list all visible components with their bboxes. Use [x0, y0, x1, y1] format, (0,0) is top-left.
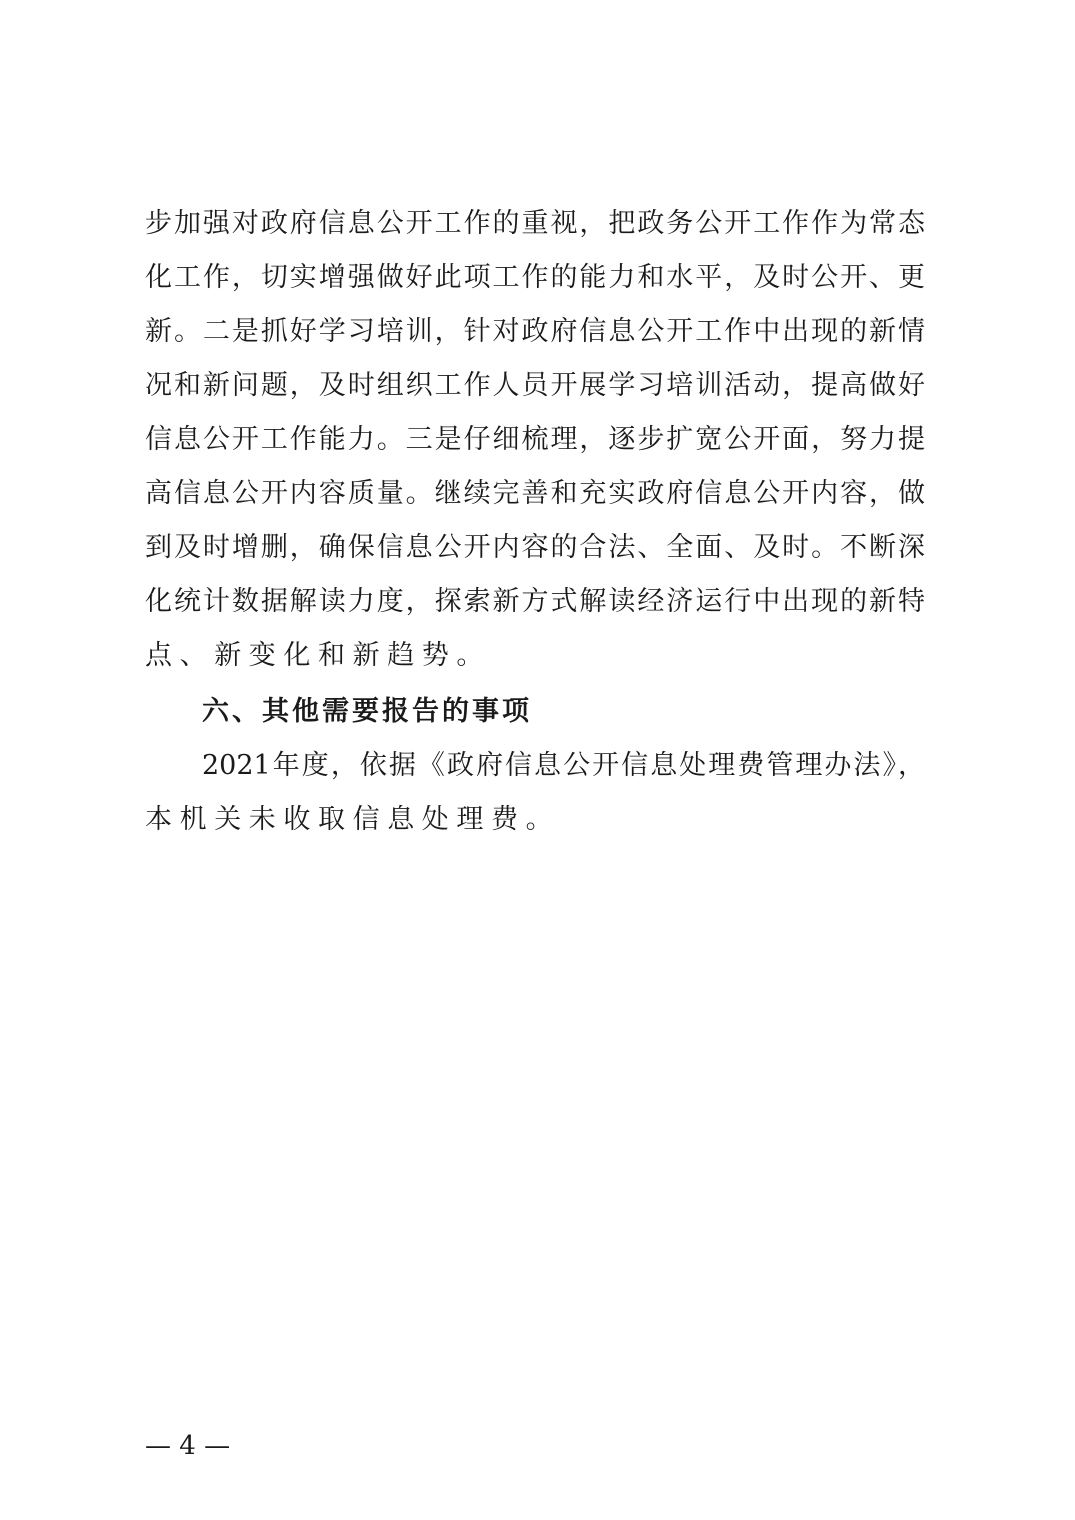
body-line-2: 化工作，切实增强做好此项工作的能力和水平，及时公开、更: [145, 262, 925, 293]
section-heading: 六、其他需要报告的事项: [202, 696, 532, 727]
body-line-3: 新。二是抓好学习培训，针对政府信息公开工作中出现的新情: [145, 316, 925, 347]
body-line-1: 步加强对政府信息公开工作的重视，把政务公开工作作为常态: [145, 208, 925, 239]
body-line-6: 高信息公开内容质量。继续完善和充实政府信息公开内容，做: [145, 478, 925, 509]
body-line-9: 点、新变化和新趋势。: [145, 640, 491, 671]
section-line-2: 本机关未收取信息处理费。: [145, 804, 561, 835]
body-line-8: 化统计数据解读力度，探索新方式解读经济运行中出现的新特: [145, 586, 925, 617]
body-line-4: 况和新问题，及时组织工作人员开展学习培训活动，提高做好: [145, 370, 925, 401]
body-line-7: 到及时增删，确保信息公开内容的合法、全面、及时。不断深: [145, 532, 925, 563]
body-line-5: 信息公开工作能力。三是仔细梳理，逐步扩宽公开面，努力提: [145, 424, 925, 455]
page-number: — 4 —: [145, 1431, 231, 1461]
section-line-1: 2021年度，依据《政府信息公开信息处理费管理办法》，: [202, 750, 925, 781]
